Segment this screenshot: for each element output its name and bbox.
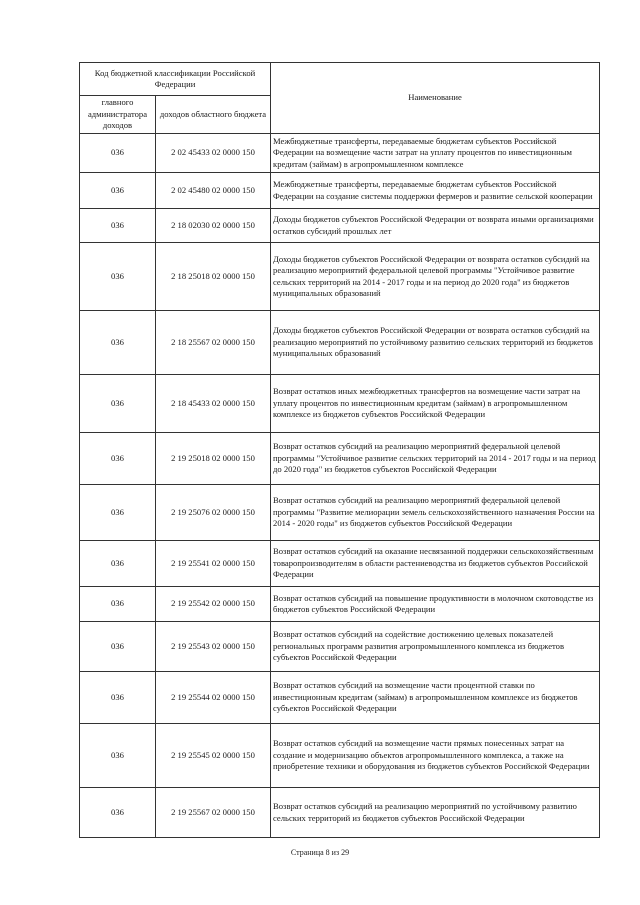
table-row [80,134,600,173]
admin-code-cell: 036 [80,485,156,541]
name-cell: Доходы бюджетов субъектов Российской Федерации от возврата остатков субсидий на реализацию мероприятий федеральной целевой программы "Устойчивое развитие сельских территорий на 2014 - 2017 годы и на период до 2020 года" из бюджетов муниципальных образований [271,243,600,311]
name-cell: Возврат остатков субсидий на реализацию мероприятий федеральной целевой программы "Устойчивое развитие сельских территорий на 2014 - 2017 годы и на период до 2020 года" из бюджетов субъектов Российской Федерации [271,433,600,485]
header-name: Наименование [271,63,600,134]
income-code-cell: 2 19 25541 02 0000 150 [156,541,271,587]
header-budget-code-group: Код бюджетной классификации Российской Федерации [80,63,271,96]
name-cell: Возврат остатков субсидий на возмещение части процентной ставки по инвестиционным кредитам (займам) в агропромышленном комплексе из бюджетов субъектов Российской Федерации [271,672,600,724]
name-cell: Межбюджетные трансферты, передаваемые бюджетам субъектов Российской Федерации на возмещение части затрат на уплату процентов по инвестиционным кредитам (займам) в агропромышленном комплексе [271,134,600,173]
income-code-cell: 2 19 25018 02 0000 150 [156,433,271,485]
header-admin-code: главного администратора доходов [80,96,156,134]
admin-code-cell: 036 [80,311,156,375]
table-row [80,173,600,209]
income-code-cell: 2 19 25545 02 0000 150 [156,724,271,788]
table-row [80,243,600,311]
name-cell: Возврат остатков субсидий на реализацию мероприятий по устойчивому развитию сельских территорий из бюджетов субъектов Российской Федерации [271,788,600,838]
income-code-cell: 2 19 25076 02 0000 150 [156,485,271,541]
table-row [80,587,600,622]
income-code-cell: 2 18 25018 02 0000 150 [156,243,271,311]
table-row [80,485,600,541]
admin-code-cell: 036 [80,173,156,209]
page-number: Страница 8 из 29 [290,848,350,857]
income-code-cell: 2 18 45433 02 0000 150 [156,375,271,433]
name-cell: Доходы бюджетов субъектов Российской Федерации от возврата иными организациями остатков субсидий прошлых лет [271,209,600,243]
table-row [80,541,600,587]
table-row [80,672,600,724]
name-cell: Возврат остатков субсидий на повышение продуктивности в молочном скотоводстве из бюджетов субъектов Российской Федерации [271,587,600,622]
name-cell: Возврат остатков субсидий на содействие достижению целевых показателей региональных программ развития агропромышленного комплекса из бюджетов субъектов Российской Федерации [271,622,600,672]
income-code-cell: 2 19 25542 02 0000 150 [156,587,271,622]
name-cell: Межбюджетные трансферты, передаваемые бюджетам субъектов Российской Федерации на создание системы поддержки фермеров и развитие сельской кооперации [271,173,600,209]
income-code-cell: 2 18 25567 02 0000 150 [156,311,271,375]
admin-code-cell: 036 [80,622,156,672]
admin-code-cell: 036 [80,243,156,311]
income-code-cell: 2 19 25544 02 0000 150 [156,672,271,724]
name-cell: Возврат остатков субсидий на оказание несвязанной поддержки сельскохозяйственным товаропроизводителям в области растениеводства из бюджетов субъектов Российской Федерации [271,541,600,587]
admin-code-cell: 036 [80,209,156,243]
admin-code-cell: 036 [80,433,156,485]
name-cell: Возврат остатков субсидий на реализацию мероприятий федеральной целевой программы "Развитие мелиорации земель сельскохозяйственного назначения России на 2014 - 2020 годы" из бюджетов субъектов Российской Федерации [271,485,600,541]
table-row [80,622,600,672]
table-row [80,209,600,243]
table-row [80,375,600,433]
name-cell: Доходы бюджетов субъектов Российской Федерации от возврата остатков субсидий на реализацию мероприятий по устойчивому развитию сельских территорий из бюджетов муниципальных образований [271,311,600,375]
name-cell: Возврат остатков иных межбюджетных трансфертов на возмещение части затрат на уплату процентов по инвестиционным кредитам (займам) в агропромышленном комплексе из бюджетов субъектов Российской Федерации [271,375,600,433]
income-code-cell: 2 02 45480 02 0000 150 [156,173,271,209]
income-code-cell: 2 02 45433 02 0000 150 [156,134,271,173]
name-cell: Возврат остатков субсидий на возмещение части прямых понесенных затрат на создание и модернизацию объектов агропромышленного комплекса, а также на приобретение техники и оборудования из бюджетов субъектов Российской Федерации [271,724,600,788]
budget-classification-table [79,62,600,838]
table-row [80,724,600,788]
table-body [80,134,600,838]
table-row [80,433,600,485]
admin-code-cell: 036 [80,541,156,587]
admin-code-cell: 036 [80,587,156,622]
header-income-code: доходов областного бюджета [156,96,271,134]
admin-code-cell: 036 [80,375,156,433]
income-code-cell: 2 19 25567 02 0000 150 [156,788,271,838]
income-code-cell: 2 18 02030 02 0000 150 [156,209,271,243]
table-row [80,311,600,375]
admin-code-cell: 036 [80,672,156,724]
admin-code-cell: 036 [80,788,156,838]
table-row [80,788,600,838]
income-code-cell: 2 19 25543 02 0000 150 [156,622,271,672]
admin-code-cell: 036 [80,134,156,173]
admin-code-cell: 036 [80,724,156,788]
